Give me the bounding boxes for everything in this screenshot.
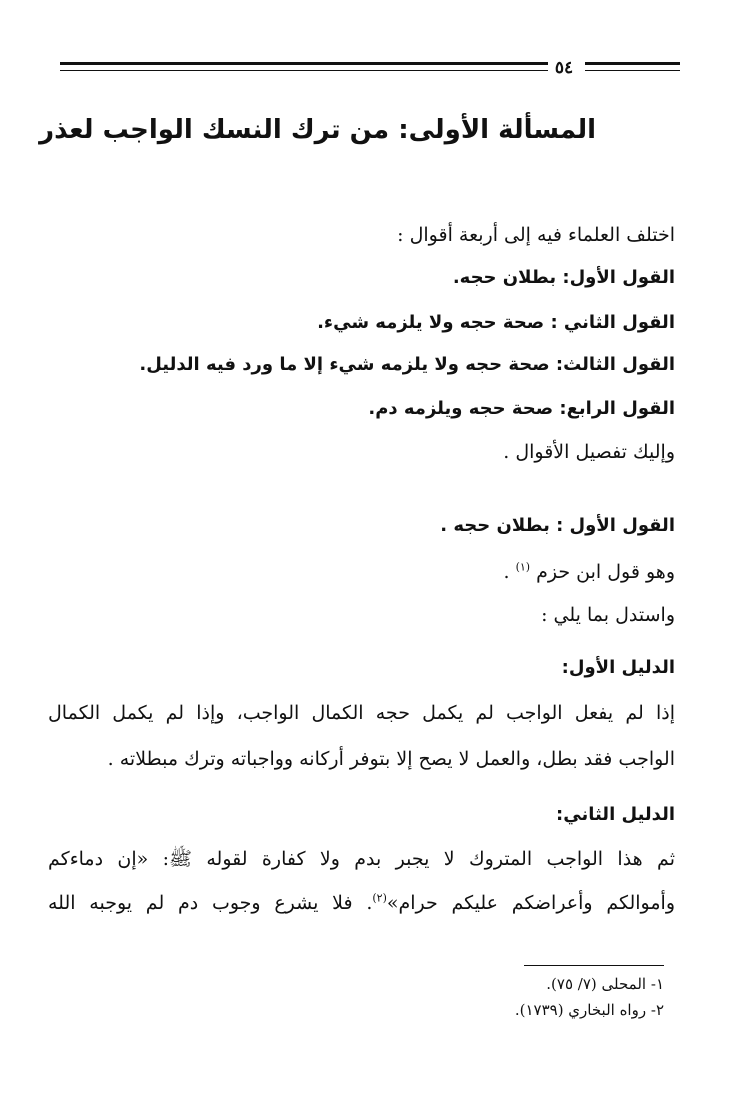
section-title: المسألة الأولى: من ترك النسك الواجب لعذر bbox=[39, 115, 596, 145]
evidence-1-line-1: إذا لم يفعل الواجب لم يكمل حجه الكمال الواجب، وإذا لم يكمل الكمال bbox=[48, 702, 675, 724]
opinion-3: القول الثالث: صحة حجه ولا يلزمه شيء إلا ما ورد فيه الدليل. bbox=[139, 354, 675, 375]
opinion-2: القول الثاني : صحة حجه ولا يلزمه شيء. bbox=[317, 312, 675, 333]
evidence-2-heading: الدليل الثاني: bbox=[556, 804, 675, 825]
first-opinion-heading: القول الأول : بطلان حجه . bbox=[440, 515, 675, 536]
evidence-2-line-1: ثم هذا الواجب المتروك لا يجبر بدم ولا كفارة لقوله ﷺ: «إن دماءكم bbox=[48, 848, 675, 870]
footnote-divider bbox=[524, 965, 664, 966]
footnote-ref-2[interactable]: (٢) bbox=[372, 891, 387, 905]
attribution-text: وهو قول ابن حزم bbox=[536, 561, 675, 583]
page-number: ٥٤ bbox=[554, 58, 574, 78]
details-intro: وإليك تفصيل الأقوال . bbox=[503, 441, 675, 463]
evidence-2-line-2-start: وأموالكم وأعراضكم عليكم حرام» bbox=[386, 892, 675, 914]
footnote-2: ٢- رواه البخاري (١٧٣٩). bbox=[514, 1001, 664, 1019]
intro-text: اختلف العلماء فيه إلى أربعة أقوال : bbox=[397, 224, 675, 246]
footnote-ref-1[interactable]: (١) bbox=[515, 560, 531, 574]
opinion-4: القول الرابع: صحة حجه ويلزمه دم. bbox=[368, 398, 675, 419]
footnote-1: ١- المحلى (٧/ ٧٥). bbox=[546, 975, 664, 993]
first-opinion-attribution bbox=[48, 557, 675, 587]
evidence-2-line-2-end: . فلا يشرع وجوب دم لم يوجبه الله bbox=[48, 892, 373, 914]
attribution-end: . bbox=[503, 561, 510, 583]
opinion-1: القول الأول: بطلان حجه. bbox=[452, 267, 675, 288]
evidence-2-line-2 bbox=[48, 888, 675, 918]
evidence-1-heading: الدليل الأول: bbox=[561, 657, 675, 678]
evidence-1-line-2: الواجب فقد بطل، والعمل لا يصح إلا بتوفر أركانه وواجباته وترك مبطلاته . bbox=[107, 748, 675, 770]
header-rule-left bbox=[60, 62, 548, 65]
evidence-intro: واستدل بما يلي : bbox=[541, 604, 675, 626]
header-rule-right bbox=[585, 62, 680, 65]
